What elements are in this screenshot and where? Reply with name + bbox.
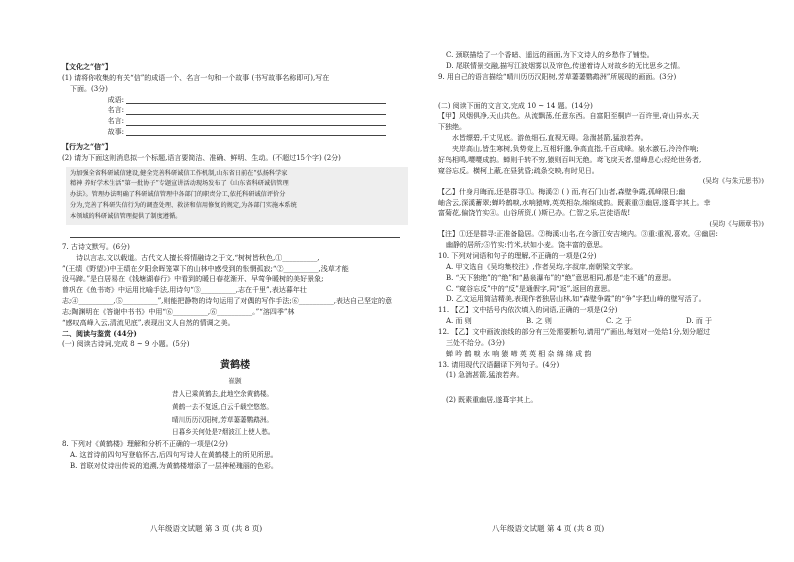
news-line: 分为,完善了科研失信行为的调查处理、救济和信用修复的规定,为各部门实施本系统 xyxy=(70,202,297,210)
q7-text: 志;陶渊明在《答谢中书书》中用“⑥__________,⑥__________。”“溶四季”林 xyxy=(62,307,295,316)
text-yi-line: 【乙】什身月晦而,还是群寻①。梅溪② ( ) 而,有石门山者,森壁争霞,孤峰限日;幽 xyxy=(438,187,686,196)
section-2-heading: 二、阅读与鉴赏 (44分) xyxy=(62,328,137,338)
annotation-line: 幽静的居所;⑤竹实:竹米,状如小麦。饶丰富的意思。 xyxy=(446,241,607,250)
poem-line: 黄鹤一去不复返,白云千载空悠悠。 xyxy=(172,402,274,411)
poem-body xyxy=(62,388,408,439)
q11-option-d: D. 而 于 xyxy=(686,317,713,326)
q10-option-b: B. “天下独绝”的“绝”和“悬泉瀑布”的“绝”意思相同,都是“走不通”的意思。 xyxy=(446,273,676,282)
news-line: 为加强全省科研诚信建设,健全完善科研诚信工作机制,山东省日前在“弘扬科学家 xyxy=(70,169,288,177)
q7-text: 曾巩在《鱼书寄》中运用比喻手法,用诗句“③__________,志在千里”,表达暮年壮 xyxy=(62,286,307,295)
text-jia-source: (吴均《与朱元思书》) xyxy=(702,177,764,186)
title-answer-line[interactable] xyxy=(70,228,400,238)
text-jia-line: 好鸟相鸣,嘤嘤成韵。蝉则千转不穷,猿则百叫无绝。鸢飞戾天者,望峰息心;经纶世务者, xyxy=(438,155,702,164)
answer-field-quote-2[interactable] xyxy=(62,116,408,127)
q13-heading: 13. 请用现代汉语翻译下列句子。(4分) xyxy=(438,360,560,369)
q12-heading-cont: 三处不给分。(3分) xyxy=(446,338,505,347)
q7-text: 诗以言志,文以载道。古代文人擅长将情融诗之于文,“树树皆秋色,①__________, xyxy=(76,253,320,262)
poem-line: 昔人已乘黄鹤去,此地空余黄鹤楼。 xyxy=(172,389,274,398)
q13-item-2: (2) 既素重幽居,遂葺宇其上。 xyxy=(446,396,538,405)
q10-option-a: A. 甲文选自《吴均集校注》,作者吴均,字叔庠,南朝梁文学家。 xyxy=(446,262,638,271)
answer-field-quote-1[interactable] xyxy=(62,105,408,116)
q13-item-1: (1) 急湍甚箭,猛浪若奔。 xyxy=(446,371,524,380)
culture-title: 【文化之“信”】 xyxy=(62,62,113,71)
answer-field-story[interactable] xyxy=(62,127,408,138)
q6-2: (2) 请为下面这则消息拟一个标题,语言要简洁、准确、鲜明、生动。(不超过15个字) (2分) xyxy=(62,153,341,162)
text-jia-line: 水皆缥碧,千丈见底。游鱼细石,直视无碍。急湍甚箭,猛浪若奔。 xyxy=(452,134,648,143)
text-jia-line: 窥谷忘反。横柯上蔽,在昼犹昏;疏条交映,有时见日。 xyxy=(438,166,599,175)
text-yi-source: (吴均《与顾章书》) xyxy=(709,220,764,229)
q10-heading: 10. 下列对词语和句子的理解,不正确的一项是(2分) xyxy=(438,252,597,261)
news-line: 本领域的科研诚信管理提供了制度遵循。 xyxy=(70,212,182,220)
part-1-heading: (一) 阅读古诗词,完成 8 ~ 9 小题。(5分) xyxy=(62,340,190,349)
poem-author: 崔颢 xyxy=(228,376,242,385)
q11-options xyxy=(438,316,774,327)
q11-option-b: B. 之 则 xyxy=(526,317,552,326)
q7-text: “感叹高峰入云,清流见底”,表现出文人自然的情调之美。 xyxy=(62,318,235,327)
right-page xyxy=(420,0,794,562)
poem-line: 晴川历历汉阳树,芳草萋萋鹦鹉洲。 xyxy=(172,415,274,424)
q11-option-c: C. 之 于 xyxy=(606,317,632,326)
q12-sentence: 蝉 吟 鹤 唳 水 响 猿 啼 英 英 相 杂 绵 绵 成 韵 xyxy=(446,349,592,358)
q9-heading: 9. 用自己的语言描绘“晴川历历汉阳树,芳草萋萋鹦鹉洲”所展现的画面。(3分) xyxy=(438,72,677,81)
q7-heading: 7. 古诗文默写。(6分) xyxy=(62,242,130,251)
poem-title: 黄鹤楼 xyxy=(220,360,250,372)
part-2-heading: (二) 阅读下面的文言文,完成 10 ~ 14 题。(14分) xyxy=(438,101,593,110)
q8-option-c: C. 颈联描绘了一个香暗、遥远的画面,为下文诗人的乡愁作了铺垫。 xyxy=(446,51,654,59)
text-yi-line: 富菊花,偏饶竹实④。山谷所资,( )斯已办。仁智之乐,岂徒语哉! xyxy=(438,209,631,218)
news-line: 精神 养好学术生活”第一批协子”专题宣讲活动现场发布了《山东省科研诚信管理 xyxy=(70,180,289,188)
news-line: 办法》。管理办法明确了科研诚信管理中各部门的职责分工,依托科研诚信评价分 xyxy=(70,191,286,199)
page-footer-left: 八年级语文试题 第 3 页 (共 8 页) xyxy=(150,524,263,533)
q8-heading: 8. 下列对《黄鹤楼》理解和分析不正确的一项是(2分) xyxy=(62,440,228,449)
q9-answer-space[interactable] xyxy=(438,83,774,101)
action-title: 【行为之“信”】 xyxy=(62,141,113,151)
q6-1-line2: 下面。(3分) xyxy=(70,84,108,93)
page-footer-right: 八年级语文试题 第 4 页 (共 8 页) xyxy=(492,524,605,533)
text-jia-line: 【甲】风烟俱净,天山共色。从流飘荡,任意东西。自富阳至桐庐一百许里,奇山异水,天 xyxy=(438,112,699,121)
answer-field-idiom[interactable] xyxy=(62,95,408,106)
q11-heading: 11. 【乙】文中括号内依次填入的词语,正确的一项是(2分) xyxy=(438,306,618,315)
field-label: 名言: xyxy=(107,106,124,115)
news-box xyxy=(66,167,408,225)
field-label: 故事: xyxy=(107,128,124,137)
q13-1-answer-space[interactable] xyxy=(438,381,774,395)
q7-text: 没马蹄。”是白居易在《钱塘湖春行》中看到的暖日春花渐开、早莺争暖树的美好景象; xyxy=(62,275,324,284)
q10-option-c: C. “窥谷忘反”中的“反”是通假字,同“返”,返回的意思。 xyxy=(446,284,615,293)
text-yi-line: 岫含云,深溪蓄翠;蝉吟鹤唳,水响猿啼,英英相杂,绵绵成韵。既素重③幽居,遂葺宇其上。幸 xyxy=(438,198,711,207)
q7-text: 志;④__________,⑤__________”,则能把静物的诗句运用了对偶的写作手法;⑥__________,表达自己坚定的意 xyxy=(62,297,392,306)
annotation-line: 【注】①还是群寻:正准备隐居。②梅溪:山名,在今浙江安吉境内。③重:重视,喜欢。④幽居: xyxy=(438,230,718,239)
q7-text: ”(王绩《野望》)中王绩在夕阳余晖笼罩下的山林中感受到的怅惘孤寂;“②__________,浅草才能 xyxy=(62,264,349,273)
q10-option-d: D. 乙文运用简洁精美,表现作者独居山林,如“森壁争霞”的“争”字把山峰的壁写活了。 xyxy=(446,295,706,304)
q6-1-line1: (1) 请将你收集的有关“信”的成语一个、名言一句和一个故事 (书写故事名称即可),写在 xyxy=(62,73,330,82)
field-label: 成语: xyxy=(107,95,124,104)
field-label: 名言: xyxy=(107,117,124,126)
text-jia-line: 下独绝。 xyxy=(438,123,466,132)
q11-option-a: A. 而 则 xyxy=(446,317,472,326)
poem-line: 日暮乡关何处是?烟波江上使人愁。 xyxy=(172,428,275,437)
q8-option-d: D. 尾联情景交融,描写江波烟雾以及帘色,传递着诗人对故乡的无比思乡之情。 xyxy=(446,61,685,70)
q8-option-b: B. 首联对仗诗出传说的追溯,为黄鹤楼增添了一层神秘瑰丽的色彩。 xyxy=(70,461,278,470)
text-jia-line: 夹岸高山,皆生寒树,负势竞上,互相轩邈,争高直指,千百成峰。泉水激石,泠泠作响; xyxy=(452,144,699,153)
q12-heading: 12. 【乙】文中画波浪线的部分有三处需要断句,请用“/”画出,每划对一处给1分,划分超过 xyxy=(438,328,711,336)
q8-option-a: A. 这首诗前四句写登临怀古,后四句写诗人在黄鹤楼上的所见所思。 xyxy=(70,451,278,460)
